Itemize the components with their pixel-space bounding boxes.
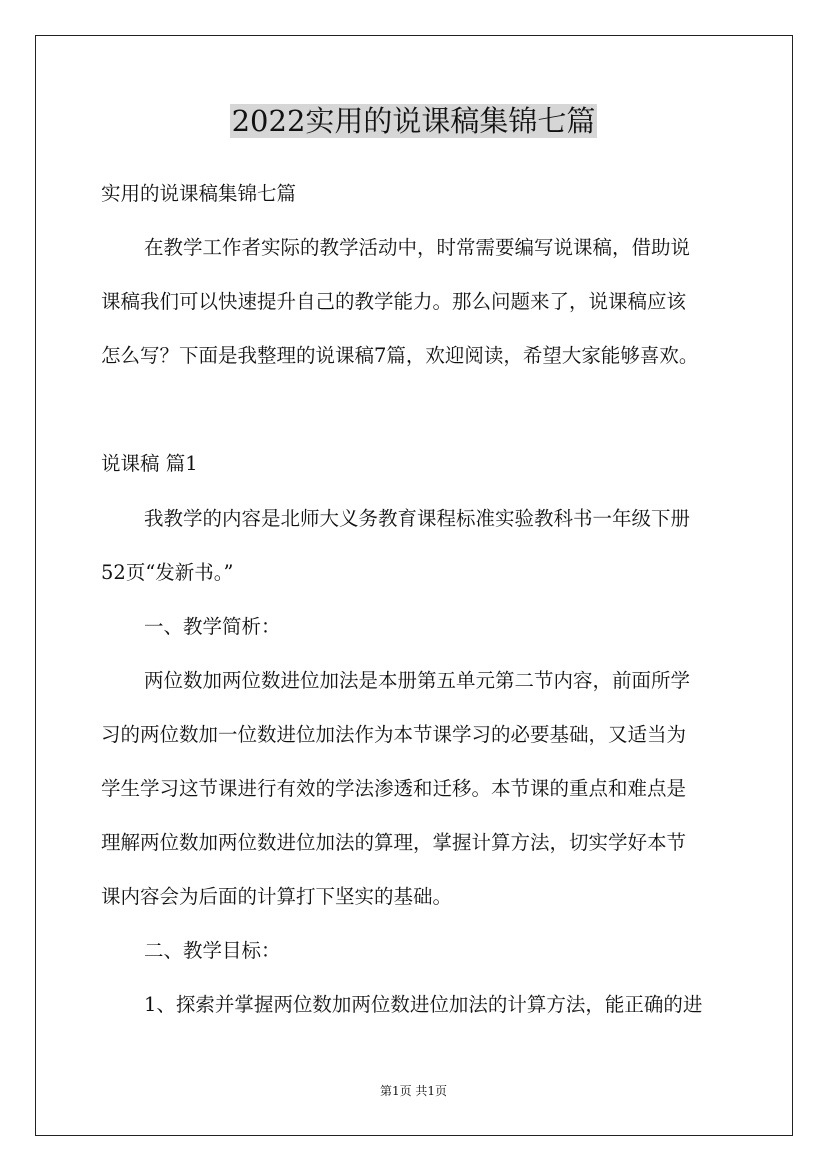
document-subtitle: 实用的说课稿集锦七篇 [101,182,297,205]
intro-line: 在教学工作者实际的教学活动中，时常需要编写说课稿，借助说 [144,236,691,259]
page-footer: 第1页 共1页 [379,1084,448,1098]
body-line: 理解两位数加两位数进位加法的算理，掌握计算方法，切实学好本节 [101,831,687,854]
subheading: 一、教学简析： [144,615,281,638]
document-title: 2022实用的说课稿集锦七篇 [231,104,596,138]
body-line: 52页“发新书。” [101,561,234,584]
body-line: 我教学的内容是北师大义务教育课程标准实验教科书一年级下册 [144,507,691,530]
body-line: 学生学习这节课进行有效的学法渗透和迁移。本节课的重点和难点是 [101,777,687,800]
intro-line: 课稿我们可以快速提升自己的教学能力。那么问题来了，说课稿应该 [101,290,687,313]
body-line: 课内容会为后面的计算打下坚实的基础。 [101,885,453,908]
intro-line: 怎么写？下面是我整理的说课稿7篇，欢迎阅读，希望大家能够喜欢。 [101,344,699,367]
subheading: 二、教学目标： [144,939,281,962]
section-heading: 说课稿 篇1 [101,452,198,475]
body-line: 两位数加两位数进位加法是本册第五单元第二节内容，前面所学 [144,669,691,692]
body-line: 1、探索并掌握两位数加两位数进位加法的计算方法，能正确的进 [144,993,703,1016]
body-line: 习的两位数加一位数进位加法作为本节课学习的必要基础，又适当为 [101,723,687,746]
